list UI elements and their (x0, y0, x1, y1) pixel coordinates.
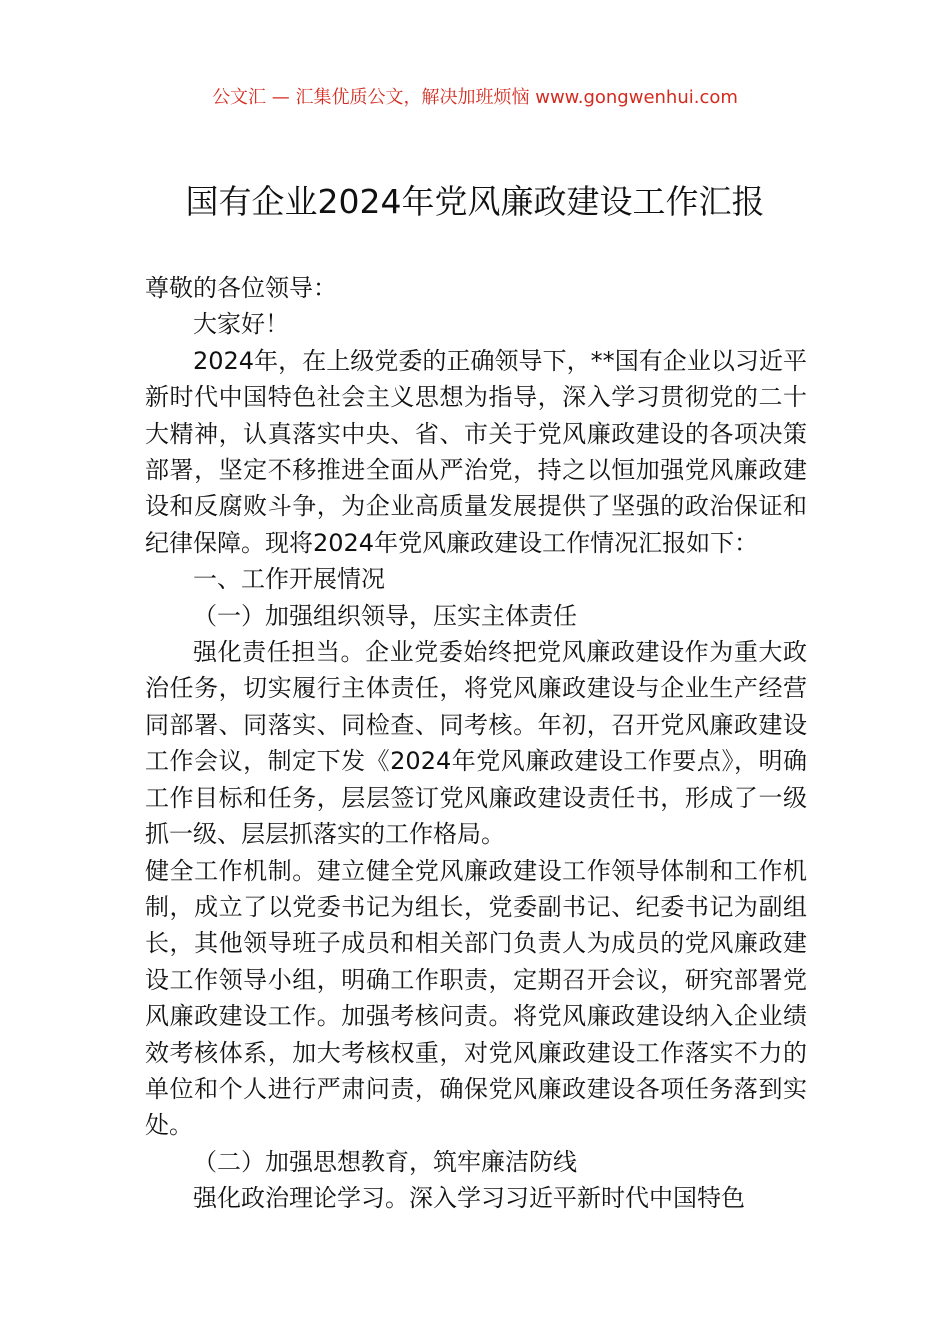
document-body (145, 270, 807, 1217)
subsection-1-paragraph-1: 强化责任担当。企业党委始终把党风廉政建设作为重大政治任务，切实履行主体责任，将党风廉政建设与企业生产经营同部署、同落实、同检查、同考核。年初，召开党风廉政建设工作会议，制定下发《2024年党风廉政建设工作要点》，明确工作目标和任务，层层签订党风廉政建设责任书，形成了一级抓一级、层层抓落实的工作格局。 (145, 638, 807, 849)
document-title: 国有企业2024年党风廉政建设工作汇报 (185, 182, 765, 221)
salutation: 尊敬的各位领导： (145, 274, 337, 302)
subsection-2-paragraph-1: 强化政治理论学习。深入学习习近平新时代中国特色 (193, 1184, 745, 1213)
subsection-heading-1: （一）加强组织领导，压实主体责任 (193, 601, 577, 630)
subsection-heading-2: （二）加强思想教育，筑牢廉洁防线 (193, 1147, 577, 1176)
subsection-1-paragraph-2: 健全工作机制。建立健全党风廉政建设工作领导体制和工作机制，成立了以党委书记为组长，党委副书记、纪委书记为副组长，其他领导班子成员和相关部门负责人为成员的党风廉政建设工作领导小组，明确工作职责，定期召开会议，研究部署党风廉政建设工作。加强考核问责。将党风廉政建设纳入企业绩效考核体系，加大考核权重，对党风廉政建设工作落实不力的单位和个人进行严肃问责，确保党风廉政建设各项任务落到实处。 (145, 856, 807, 1140)
header-banner: 公文汇 — 汇集优质公文，解决加班烦恼 www.gongwenhui.com (212, 87, 738, 108)
intro-paragraph: 2024年，在上级党委的正确领导下，**国有企业以习近平新时代中国特色社会主义思想为指导，深入学习贯彻党的二十大精神，认真落实中央、省、市关于党风廉政建设的各项决策部署，坚定不移推进全面从严治党，持之以恒加强党风廉政建设和反腐败斗争，为企业高质量发展提供了坚强的政治保证和纪律保障。现将2024年党风廉政建设工作情况汇报如下： (145, 346, 807, 557)
section-heading-1: 一、工作开展情况 (193, 565, 385, 594)
greeting: 大家好！ (193, 310, 289, 339)
